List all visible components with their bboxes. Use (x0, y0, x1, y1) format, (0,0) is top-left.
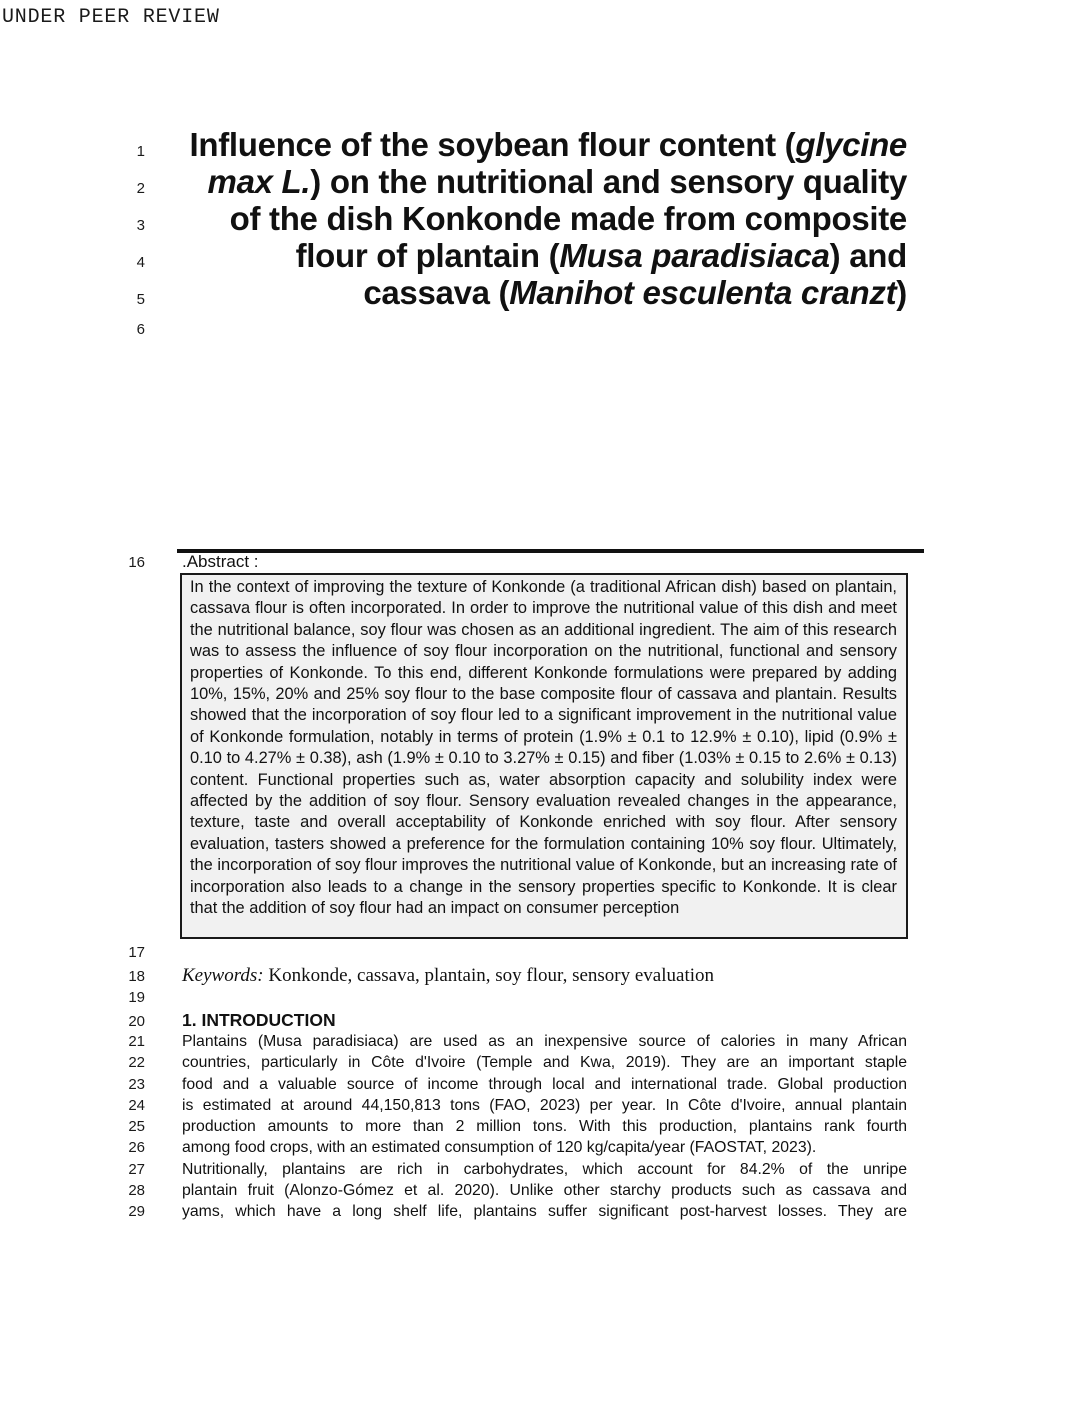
introduction-heading: 1. INTRODUCTION (182, 1010, 336, 1030)
body-text: among food crops, with an estimated consumption of 120 kg/capita/year (FAOSTAT, 2023). (182, 1139, 817, 1157)
body-text: production amounts to more than 2 million tons. With this production, plantains rank fourth (182, 1118, 907, 1136)
title-italic-segment: max L. (207, 163, 311, 200)
line-number: 21 (128, 1033, 145, 1050)
title-text-segment: ) and (829, 237, 907, 274)
title-italic-segment: Musa paradisiaca (559, 237, 830, 274)
line-number: 5 (136, 291, 145, 308)
body-text: Nutritionally, plantains are rich in carbohydrates, which account for 84.2% of the unripe (182, 1160, 907, 1178)
line-number: 27 (128, 1160, 145, 1178)
line-number: 22 (128, 1054, 145, 1072)
body-text-line (0, 1074, 1088, 1095)
line-number: 19 (128, 989, 145, 1006)
body-text: food and a valuable source of income through local and international trade. Global production (182, 1075, 907, 1093)
title-line (0, 311, 1088, 348)
title-line (0, 126, 1088, 163)
keywords-label: Keywords: (182, 965, 264, 986)
peer-review-watermark: UNDER PEER REVIEW (2, 6, 220, 29)
post-abstract-section (0, 944, 1088, 1223)
body-text: yams, which have a long shelf life, plantains suffer significant post-harvest losses. They are (182, 1203, 907, 1221)
body-text-line (0, 1137, 1088, 1158)
line-number: 6 (136, 321, 145, 338)
title-text-segment: Influence of the soybean flour content ( (189, 126, 796, 163)
body-text-line (0, 1052, 1088, 1073)
title-text-segment: of the dish Konkonde made from composite (229, 200, 907, 237)
paper-title-line-4 (182, 237, 907, 274)
body-text-line (0, 1031, 1088, 1052)
title-italic-segment: Manihot esculenta cranzt (509, 274, 897, 311)
line-number: 29 (128, 1203, 145, 1221)
line-number: 4 (136, 254, 145, 271)
title-text-segment: flour of plantain ( (295, 237, 560, 274)
body-text: countries, particularly in Côte d'Ivoire (Temple and Kwa, 2019). They are an important staple (182, 1054, 907, 1072)
line-number: 24 (128, 1096, 145, 1114)
keywords-line (0, 965, 1088, 987)
body-text-line (0, 1095, 1088, 1116)
title-line (0, 163, 1088, 200)
body-text: plantain fruit (Alonzo-Gómez et al. 2020). Unlike other starchy products such as cassava and (182, 1182, 907, 1200)
abstract-text: In the context of improving the texture of Konkonde (a traditional African dish) based on plantain, cassava flour is often incorporated. In order to improve the nutritional value of this dish and meet the nutritional balance, soy flour was chosen as an additional ingredient. The aim of this research was to assess the influence of soy flour incorporation on the nutritional, functional and sensory properties of Konkonde. To this end, different Konkonde formulations were prepared by adding 10%, 15%, 20% and 25% soy flour to the base composite flour of cassava and plantain. Results showed that the incorporation of soy flour led to a significant improvement in the nutritional value of Konkonde formulation, notably in terms of protein (1.9% ± 0.1 to 12.9% ± 0.10), lipid (0.9% ± 0.10 to 4.27% ± 0.38), ash (1.9% ± 0.10 to 3.27% ± 0.15) and fiber (1.03% ± 0.15 to 2.6% ± 0.13) content. Functional properties such as, water absorption capacity and solubility index were affected by the addition of soy flour. Sensory evaluation revealed changes in the appearance, texture, taste and overall acceptability of Konkonde enriched with soy flour. After sensory evaluation, tasters showed a preference for the formulation containing 10% soy flour. Ultimately, the incorporation of soy flour improves the nutritional value of Konkonde, but an increasing rate of incorporation also leads to a change in the sensory properties specific to Konkonde. It is clear that the addition of soy flour had an impact on consumer perception (190, 578, 897, 918)
line-number: 23 (128, 1075, 145, 1093)
abstract-label: .Abstract : (182, 552, 259, 571)
title-italic-segment: glycine (795, 126, 907, 163)
title-line (0, 237, 1088, 274)
line-number: 18 (128, 968, 145, 985)
line-number: 25 (128, 1118, 145, 1136)
line-number: 2 (136, 180, 145, 197)
line-number: 17 (128, 944, 145, 961)
blank-line (0, 944, 1088, 965)
line-number: 16 (128, 554, 145, 571)
keywords (182, 965, 907, 987)
title-text-segment: cassava ( (363, 274, 510, 311)
title-text-segment: ) (896, 274, 907, 311)
title-line (0, 274, 1088, 311)
line-number: 20 (128, 1013, 145, 1030)
section-heading-line (0, 1009, 1088, 1031)
line-number: 28 (128, 1182, 145, 1200)
body-text: Plantains (Musa paradisiaca) are used as an inexpensive source of calories in many African (182, 1033, 907, 1050)
paper-title-line-1 (182, 126, 907, 163)
line-number: 1 (136, 143, 145, 160)
blank-line (0, 987, 1088, 1009)
title-text-segment: ) on the nutritional and sensory quality (310, 163, 907, 200)
body-text-line (0, 1159, 1088, 1180)
body-text-line (0, 1201, 1088, 1222)
line-number: 3 (136, 217, 145, 234)
paper-title-line-2 (182, 163, 907, 200)
body-text-line (0, 1180, 1088, 1201)
line-number: 26 (128, 1139, 145, 1157)
body-text: is estimated at around 44,150,813 tons (FAO, 2023) per year. In Côte d'Ivoire, annual plantain (182, 1096, 907, 1114)
paper-title-line-5 (182, 274, 907, 311)
abstract-box (180, 573, 908, 939)
keywords-list: Konkonde, cassava, plantain, soy flour, sensory evaluation (263, 965, 715, 986)
title-line (0, 200, 1088, 237)
body-text-line (0, 1116, 1088, 1137)
abstract-label-row (0, 551, 1088, 573)
paper-title-line-3 (182, 200, 907, 237)
title-section (0, 126, 1088, 348)
